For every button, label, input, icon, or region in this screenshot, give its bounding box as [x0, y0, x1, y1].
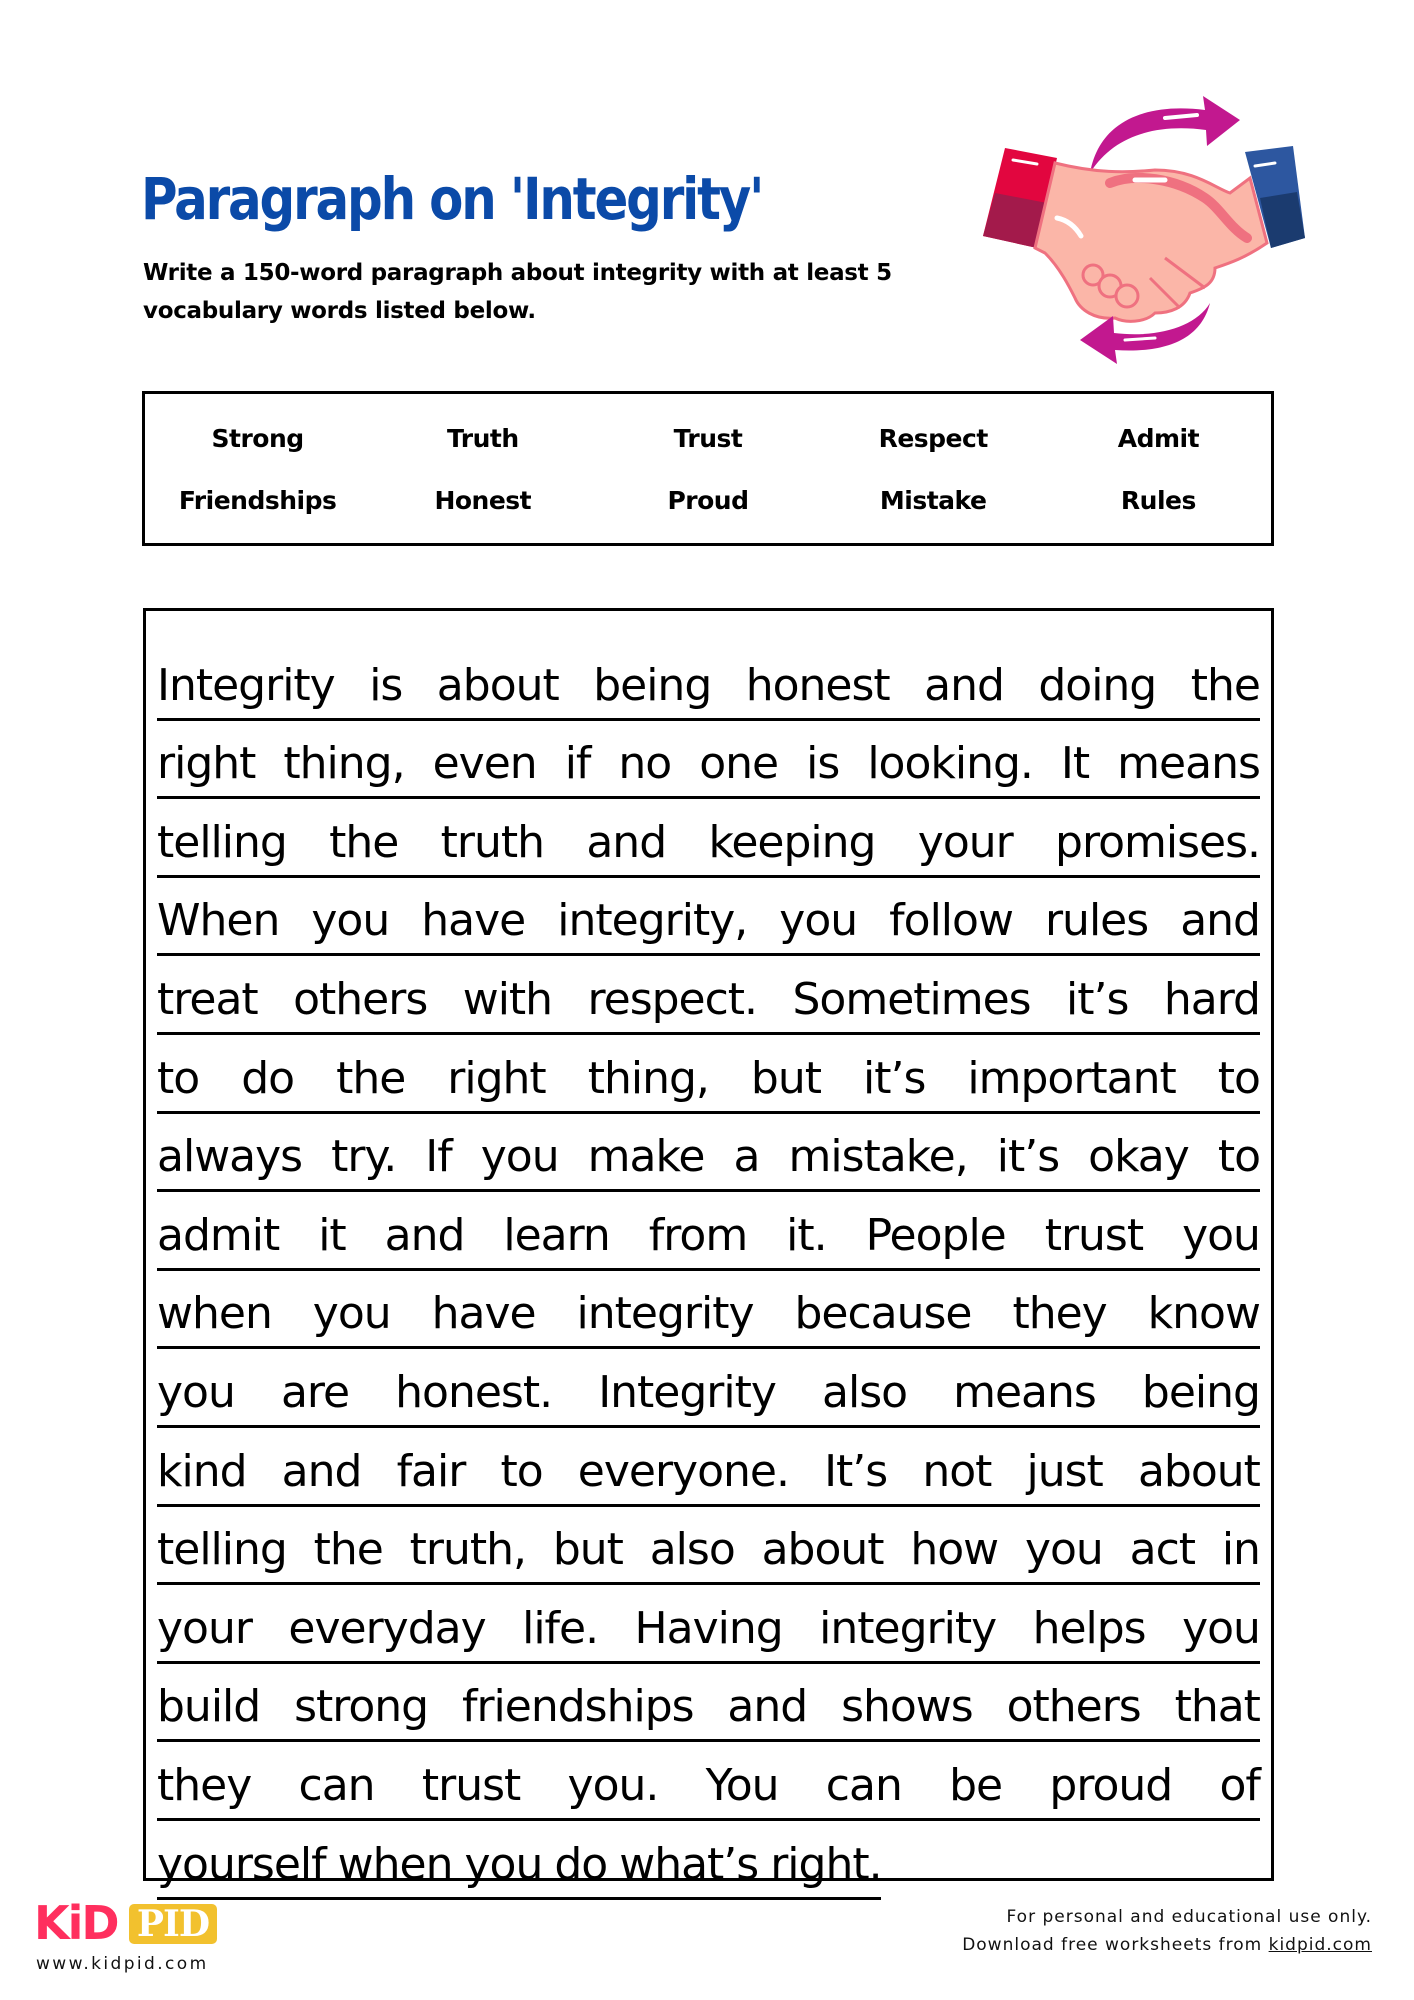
paragraph-word: can: [825, 1759, 902, 1811]
download-note: [962, 1931, 1372, 1959]
paragraph-word: It’s: [824, 1445, 888, 1497]
paragraph-word: shows: [841, 1681, 973, 1733]
paragraph-word: life.: [522, 1602, 599, 1654]
paragraph-line: [157, 1418, 1260, 1497]
paragraph-word: You: [705, 1759, 779, 1811]
paragraph-word: have: [431, 1288, 536, 1340]
paragraph-word: If: [425, 1131, 452, 1183]
paragraph-word: truth,: [409, 1524, 527, 1576]
paragraph-word: looking.: [867, 738, 1033, 790]
paragraph-word: Having: [634, 1602, 783, 1654]
paragraph-word: When: [157, 895, 280, 947]
paragraph-word: to: [500, 1445, 543, 1497]
paragraph-word: you: [1182, 1602, 1260, 1654]
paragraph-word: and: [727, 1681, 808, 1733]
paragraph-word: the: [1190, 659, 1260, 711]
paragraph-word: thing,: [587, 1052, 709, 1104]
paragraph-word: it: [318, 1209, 346, 1261]
paragraph-word: treat: [157, 973, 258, 1025]
paragraph-word: to: [157, 1052, 200, 1104]
paragraph-word: hard: [1163, 973, 1260, 1025]
paragraph-word: it’s: [996, 1131, 1060, 1183]
paragraph-line: [157, 1261, 1260, 1340]
paragraph-word: honest: [745, 659, 890, 711]
paragraph-word: is: [369, 659, 403, 711]
paragraph-word: thing,: [283, 738, 405, 790]
vocab-word: Truth: [446, 424, 519, 454]
paragraph-word: others: [1006, 1681, 1141, 1733]
vocab-word: Friendships: [178, 485, 337, 515]
paragraph-word: make: [587, 1131, 705, 1183]
paragraph-word: and: [924, 659, 1004, 711]
paragraph-word: and: [281, 1445, 362, 1497]
usage-note: For personal and educational use only.: [1006, 1907, 1372, 1927]
paragraph-word: do: [554, 1838, 608, 1890]
paragraph-line: [157, 711, 1260, 790]
paragraph-word: People: [865, 1209, 1006, 1261]
paragraph-line: [157, 1732, 1260, 1811]
paragraph-word: from: [648, 1209, 748, 1261]
paragraph-word: admit: [157, 1209, 280, 1261]
paragraph-word: telling: [157, 1524, 287, 1576]
paragraph-word: and: [586, 816, 667, 868]
logo-pid-badge: PID: [129, 1904, 217, 1944]
paragraph-word: strong: [294, 1681, 429, 1733]
paragraph-word: Sometimes: [792, 973, 1031, 1025]
kidpid-logo[interactable]: [34, 1896, 224, 1980]
paragraph-word: if: [564, 738, 591, 790]
vocab-word: Trust: [673, 424, 743, 454]
paragraph-word: the: [329, 816, 399, 868]
vocab-word: Honest: [434, 485, 532, 515]
vocab-word: Rules: [1120, 485, 1196, 515]
paragraph-word: when: [337, 1838, 453, 1890]
paragraph-word: Integrity: [157, 659, 335, 711]
paragraph-word: the: [313, 1524, 383, 1576]
kidpid-link[interactable]: kidpid.com: [1268, 1935, 1372, 1955]
paragraph-word: with: [462, 973, 553, 1025]
instructions: Write a 150-word paragraph about integrity with at least 5 vocabulary words listed below.: [143, 260, 892, 324]
paragraph-word: trust: [1044, 1209, 1144, 1261]
paragraph-word: your: [917, 816, 1013, 868]
paragraph-word: that: [1174, 1681, 1260, 1733]
paragraph-word: it’s: [862, 1052, 926, 1104]
paragraph-line: [157, 946, 1260, 1025]
paragraph-word: your: [157, 1602, 252, 1654]
paragraph-word: also: [649, 1524, 735, 1576]
paragraph-line: [157, 1811, 1260, 1890]
paragraph-word: means: [953, 1366, 1096, 1418]
paragraph-line: [157, 1025, 1260, 1104]
paragraph-word: respect.: [587, 973, 758, 1025]
paragraph-word: learn: [503, 1209, 610, 1261]
paragraph-word: know: [1147, 1288, 1260, 1340]
paragraph-word: but: [750, 1052, 821, 1104]
paragraph-word: means: [1117, 738, 1260, 790]
vocab-word: Proud: [667, 485, 749, 515]
paragraph-word: rules: [1044, 895, 1149, 947]
vocabulary-box: [142, 391, 1274, 546]
paragraph-word: proud: [1049, 1759, 1173, 1811]
paragraph-word: no: [618, 738, 672, 790]
paragraph-word: of: [1219, 1759, 1260, 1811]
paragraph-word: honest.: [395, 1366, 553, 1418]
paragraph-line: [157, 868, 1260, 947]
paragraph-line: [157, 789, 1260, 868]
paragraph-word: being: [593, 659, 712, 711]
paragraph-word: promises.: [1055, 816, 1260, 868]
paragraph-word: they: [1012, 1288, 1107, 1340]
paragraph-word: and: [384, 1209, 465, 1261]
vocab-word: Strong: [211, 424, 304, 454]
paragraph-word: when: [157, 1288, 272, 1340]
paragraph-word: friendships: [461, 1681, 694, 1733]
paragraph-word: have: [421, 895, 526, 947]
paragraph-word: you: [1024, 1524, 1103, 1576]
paragraph-word: always: [157, 1131, 303, 1183]
paragraph-word: you: [312, 1288, 391, 1340]
paragraph-word: right: [157, 738, 256, 790]
paragraph-word: it.: [786, 1209, 827, 1261]
paragraph-word: can: [298, 1759, 375, 1811]
paragraph-word: act: [1129, 1524, 1196, 1576]
paragraph-word: build: [157, 1681, 261, 1733]
paragraph-word: one: [699, 738, 779, 790]
paragraph-word: be: [949, 1759, 1003, 1811]
handshake-illustration: [975, 88, 1315, 373]
paragraph-word: it’s: [1066, 973, 1129, 1025]
paragraph-word: a: [733, 1131, 760, 1183]
paragraph-word: being: [1141, 1366, 1260, 1418]
handshake-icon: [975, 88, 1315, 373]
paragraph-word: about: [761, 1524, 884, 1576]
paragraph-word: keeping: [708, 816, 876, 868]
vocab-word: Mistake: [879, 485, 987, 515]
paragraph-word: about: [1137, 1445, 1260, 1497]
paragraph-word: what’s: [619, 1838, 759, 1890]
paragraph-line: [157, 1339, 1260, 1418]
logo-url[interactable]: www.kidpid.com: [36, 1954, 209, 1974]
paragraph-word: not: [922, 1445, 992, 1497]
paragraph-line: [157, 1654, 1260, 1733]
paragraph-box: [143, 608, 1274, 1890]
paragraph-word: just: [1026, 1445, 1103, 1497]
paragraph-word: in: [1221, 1524, 1260, 1576]
paragraph-word: but: [552, 1524, 623, 1576]
paragraph-word: kind: [157, 1445, 247, 1497]
paragraph-word: to: [1217, 1052, 1260, 1104]
paragraph-word: they: [157, 1759, 252, 1811]
paragraph-word: others: [293, 973, 428, 1025]
paragraph-line: [157, 1104, 1260, 1183]
paragraph-word: you: [464, 1838, 543, 1890]
vocab-word: Respect: [878, 424, 988, 454]
paragraph-line: [157, 1182, 1260, 1261]
paragraph-word: you: [779, 895, 858, 947]
paragraph-word: truth: [440, 816, 545, 868]
paragraph-word: yourself: [157, 1838, 326, 1890]
paragraph-word: try.: [331, 1131, 397, 1183]
vocab-word: Admit: [1117, 424, 1200, 454]
paragraph-word: doing: [1038, 659, 1157, 711]
paragraph-word: do: [241, 1052, 295, 1104]
paragraph-line: [157, 1497, 1260, 1576]
paragraph-word: you: [1182, 1209, 1260, 1261]
paragraph-word: trust: [421, 1759, 521, 1811]
paragraph-word: about: [436, 659, 559, 711]
page-title: Paragraph on 'Integrity': [141, 165, 763, 233]
paragraph-word: helps: [1032, 1602, 1146, 1654]
paragraph-word: and: [1180, 895, 1260, 947]
paragraph-word: also: [822, 1366, 908, 1418]
paragraph-word: you: [157, 1366, 235, 1418]
paragraph-word: mistake,: [788, 1131, 968, 1183]
paragraph-word: It: [1060, 738, 1090, 790]
paragraph-word: Integrity: [598, 1366, 776, 1418]
paragraph-word: even: [432, 738, 537, 790]
logo-kid-text: KiD: [34, 1896, 118, 1950]
underline-rule: [157, 1897, 881, 1900]
paragraph-word: integrity: [576, 1288, 754, 1340]
paragraph-word: integrity: [819, 1602, 997, 1654]
paragraph-word: you: [311, 895, 390, 947]
paragraph-word: everyday: [288, 1602, 486, 1654]
paragraph-word: are: [280, 1366, 350, 1418]
paragraph-word: everyone.: [577, 1445, 789, 1497]
paragraph-word: important: [967, 1052, 1176, 1104]
paragraph-word: the: [336, 1052, 406, 1104]
paragraph-word: integrity,: [557, 895, 748, 947]
paragraph-line: [157, 1575, 1260, 1654]
paragraph-word: you.: [567, 1759, 659, 1811]
paragraph-word: to: [1217, 1131, 1260, 1183]
paragraph-word: okay: [1088, 1131, 1189, 1183]
paragraph-word: right: [447, 1052, 546, 1104]
paragraph-word: fair: [396, 1445, 466, 1497]
download-prefix: Download free worksheets from: [962, 1935, 1269, 1955]
paragraph-line: [157, 632, 1260, 711]
paragraph-word: is: [806, 738, 840, 790]
paragraph-word: how: [910, 1524, 999, 1576]
paragraph-word: telling: [157, 816, 287, 868]
paragraph-word: follow: [889, 895, 1013, 947]
paragraph-word: you: [480, 1131, 559, 1183]
footer-note: [962, 1903, 1372, 1959]
paragraph-word: right.: [770, 1838, 882, 1890]
paragraph-word: because: [794, 1288, 972, 1340]
